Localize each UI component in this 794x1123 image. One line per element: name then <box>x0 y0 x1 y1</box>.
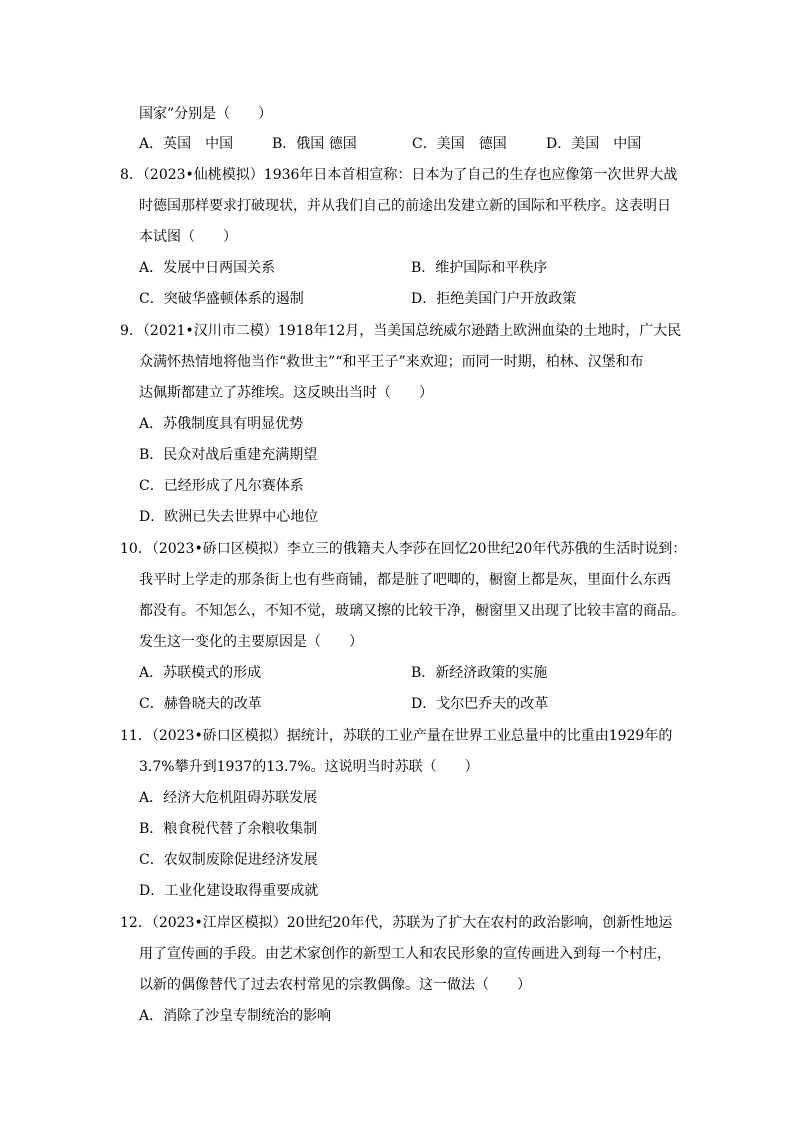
option-b: B．维护国际和平秩序 <box>411 260 548 276</box>
option-c: C．赫鲁晓夫的改革 <box>139 696 262 712</box>
option-a: A．英国 中国 <box>139 136 234 152</box>
option-c: C．已经形成了凡尔赛体系 <box>139 478 304 494</box>
question-stem-line: 都没有。不知怎么，不知不觉，玻璃又擦的比较干净，橱窗里又出现了比较丰富的商品。 <box>139 603 685 619</box>
question-stem-line: 时德国那样要求打破现状，并从我们自己的前途出发建立新的国际和平秩序。这表明日 <box>139 198 671 214</box>
question-stem-line: 国家”分别是（ ） <box>139 106 273 122</box>
option-a: A．经济大危机阻碍苏联发展 <box>139 790 318 806</box>
option-a: A．苏联模式的形成 <box>139 665 262 681</box>
question-stem-line: 达佩斯都建立了苏维埃。这反映出当时（ ） <box>139 385 433 401</box>
question-stem-line: 以新的偶像替代了过去农村常见的宗教偶像。这一做法（ ） <box>139 977 531 993</box>
question-stem-line: 8．（2023•仙桃模拟）1936年日本首相宣称：日本为了自己的生存也应像第一次世界大战 <box>120 167 678 183</box>
option-b: B．新经济政策的实施 <box>411 665 548 681</box>
option-d: D．美国 中国 <box>546 136 642 152</box>
option-d: D．拒绝美国门户开放政策 <box>411 291 577 307</box>
option-d: D．戈尔巴乔夫的改革 <box>411 696 549 712</box>
question-stem-line: 我平时上学走的那条街上也有些商铺，都是脏了吧唧的，橱窗上都是灰，里面什么东西 <box>139 572 671 588</box>
question-stem-line: 10．（2023•硚口区模拟）李立三的俄籍夫人李莎在回忆20世纪20年代苏俄的生活时说到： <box>120 541 687 557</box>
question-stem-line: 9．（2021•汉川市二模）1918年12月，当美国总统威尔逊踏上欧洲血染的土地时，广大民 <box>120 323 682 339</box>
question-stem-line: 11．（2023•硚口区模拟）据统计，苏联的工业产量在世界工业总量中的比重由1929年的 <box>120 728 673 744</box>
question-stem-line: 发生这一变化的主要原因是（ ） <box>139 634 363 650</box>
option-a: A．发展中日两国关系 <box>139 260 276 276</box>
option-b: B．粮食税代替了余粮收集制 <box>139 821 318 837</box>
option-d: D．工业化建设取得重要成就 <box>139 883 319 899</box>
question-stem-line: 众满怀热情地将他当作“救世主”“和平王子”来欢迎；而同一时期，柏林、汉堡和布 <box>139 354 644 370</box>
option-b: B．民众对战后重建充满期望 <box>139 447 318 463</box>
option-d: D．欧洲已失去世界中心地位 <box>139 509 319 525</box>
option-a: A．消除了沙皇专制统治的影响 <box>139 1008 332 1024</box>
option-b: B．俄国 德国 <box>272 136 357 152</box>
option-c: C．农奴制废除促进经济发展 <box>139 852 318 868</box>
option-c: C．突破华盛顿体系的遏制 <box>139 291 304 307</box>
option-c: C．美国 德国 <box>412 136 507 152</box>
option-a: A．苏俄制度具有明显优势 <box>139 416 304 432</box>
question-stem-line: 本试图（ ） <box>139 229 237 245</box>
question-stem-line: 12．（2023•江岸区模拟）20世纪20年代，苏联为了扩大在农村的政治影响，创新性地运 <box>120 915 673 931</box>
question-stem-line: 用了宣传画的手段。由艺术家创作的新型工人和农民形象的宣传画进入到每一个村庄， <box>139 946 671 962</box>
question-stem-line: 3.7%攀升到1937的13.7%。这说明当时苏联（ ） <box>139 759 479 775</box>
